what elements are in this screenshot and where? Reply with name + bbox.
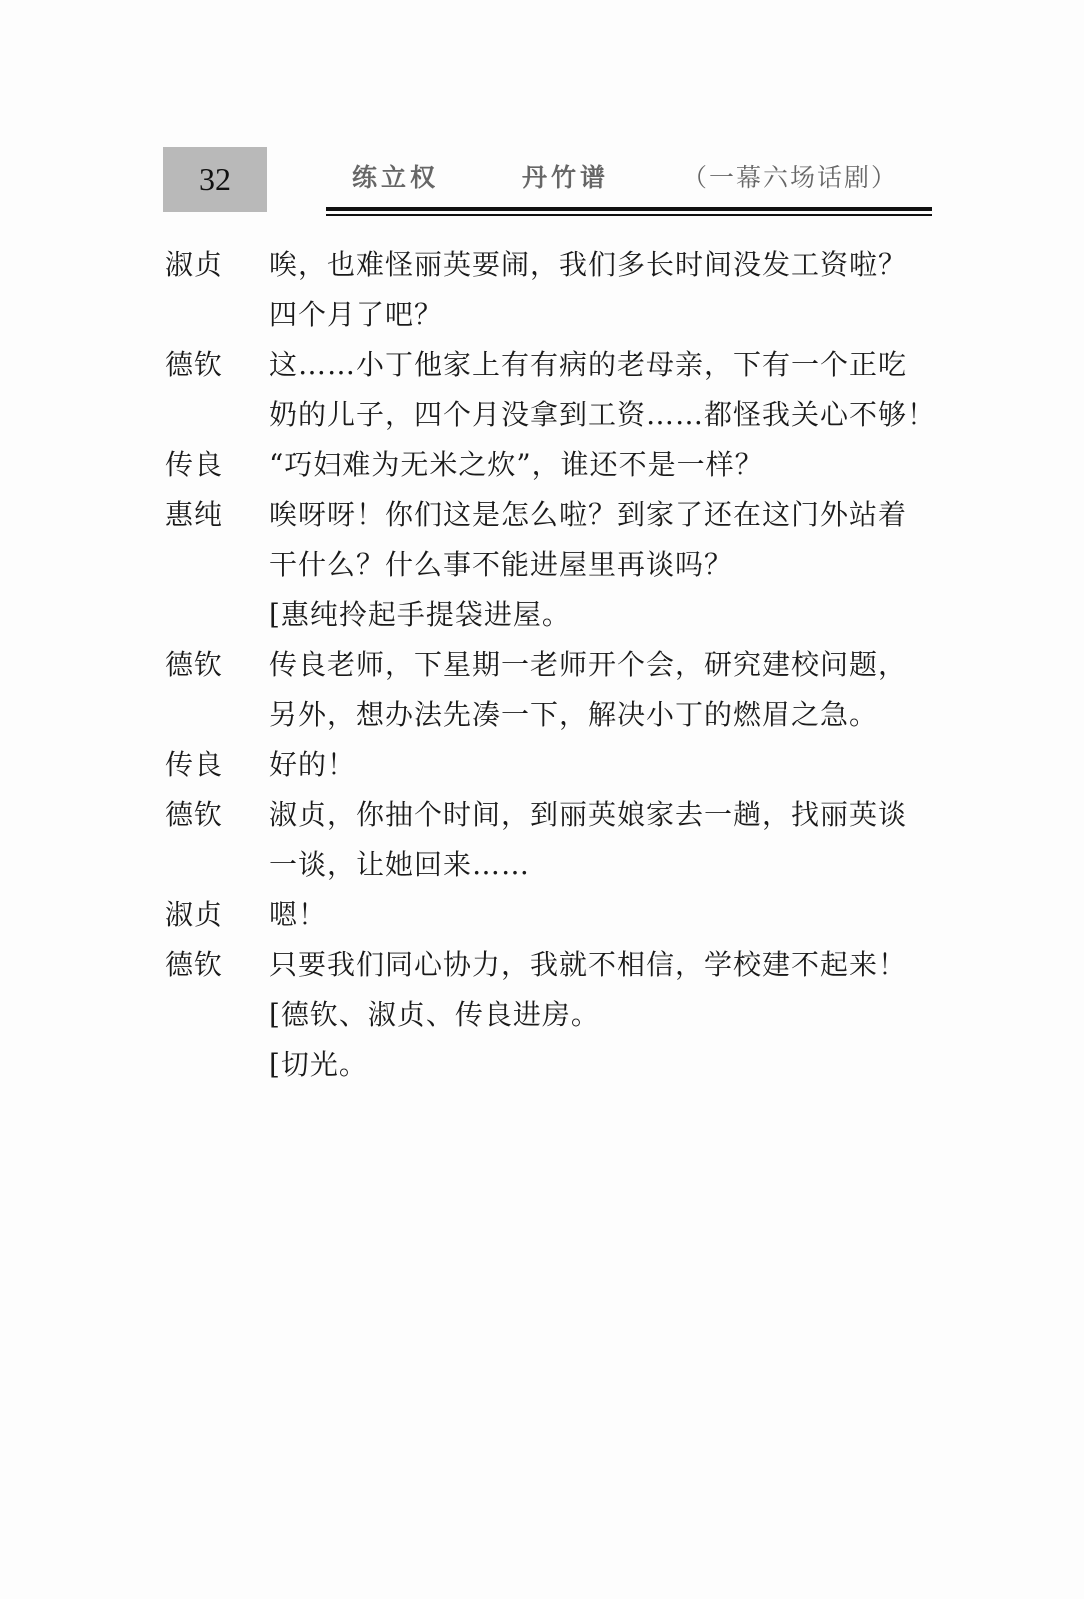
- dialogue-entry: [165, 940, 945, 1090]
- speaker-name: 淑贞: [165, 898, 224, 931]
- dialogue-line: 好的！: [269, 748, 357, 781]
- speaker-name: 惠纯: [165, 498, 224, 531]
- dialogue-text: [269, 440, 945, 490]
- dialogue-line: 另外，想办法先凑一下，解决小丁的燃眉之急。: [269, 698, 879, 731]
- speaker-name: 淑贞: [165, 248, 224, 281]
- dialogue-line: 干什么？什么事不能进屋里再谈吗？: [269, 548, 734, 581]
- dialogue-text: [269, 790, 945, 890]
- page-number: 32: [199, 161, 231, 197]
- dialogue-line: 唉呀呀！你们这是怎么啦？到家了还在这门外站着: [269, 498, 908, 531]
- dialogue-line: 这……小丁他家上有有病的老母亲，下有一个正吃: [269, 348, 908, 381]
- dialogue-text: [269, 340, 945, 440]
- stage-direction: [德钦、淑贞、传良进房。: [269, 998, 600, 1031]
- dialogue-text: [269, 640, 945, 740]
- header-rule-thin: [326, 214, 932, 216]
- running-header: [352, 156, 898, 196]
- dialogue-line: 奶的儿子，四个月没拿到工资……都怪我关心不够！: [269, 398, 937, 431]
- dialogue-line: “巧妇难为无米之炊”，谁还不是一样？: [269, 448, 764, 481]
- dialogue-entry: [165, 490, 945, 640]
- dialogue-text: [269, 740, 945, 790]
- dialogue-line: 一谈，让她回来……: [269, 848, 531, 881]
- dialogue-line: 嗯！: [269, 898, 328, 931]
- dialogue-line: 淑贞，你抽个时间，到丽英娘家去一趟，找丽英谈: [269, 798, 908, 831]
- speaker-name: 德钦: [165, 348, 224, 381]
- header-rule: [326, 207, 932, 211]
- dialogue-entry: [165, 740, 945, 790]
- dialogue-entry: [165, 790, 945, 890]
- dialogue-entry: [165, 640, 945, 740]
- dialogue-line: 传良老师，下星期一老师开个会，研究建校问题，: [269, 648, 908, 681]
- dialogue-text: [269, 890, 945, 940]
- dialogue-entry: [165, 890, 945, 940]
- header-genre: （一幕六场话剧）: [682, 163, 899, 192]
- dialogue-entry: [165, 340, 945, 440]
- dialogue-text: [269, 940, 945, 1090]
- dialogue-line: 只要我们同心协力，我就不相信，学校建不起来！: [269, 948, 908, 981]
- dialogue-entry: [165, 240, 945, 340]
- dialogue-line: 四个月了吧？: [269, 298, 444, 331]
- speaker-name: 德钦: [165, 648, 224, 681]
- dialogue-text: [269, 490, 945, 640]
- speaker-name: 传良: [165, 448, 224, 481]
- speaker-name: 传良: [165, 748, 224, 781]
- speaker-name: 德钦: [165, 798, 224, 831]
- stage-direction: [惠纯拎起手提袋进屋。: [269, 598, 571, 631]
- page-number-box: [163, 147, 267, 212]
- dialogue-entry: [165, 440, 945, 490]
- header-author: 练立权: [352, 163, 440, 192]
- dialogue-body: [165, 240, 945, 1090]
- dialogue-text: [269, 240, 945, 340]
- speaker-name: 德钦: [165, 948, 224, 981]
- header-title: 丹竹谱: [522, 163, 610, 192]
- dialogue-line: 唉，也难怪丽英要闹，我们多长时间没发工资啦？: [269, 248, 908, 281]
- stage-direction: [切光。: [269, 1048, 368, 1081]
